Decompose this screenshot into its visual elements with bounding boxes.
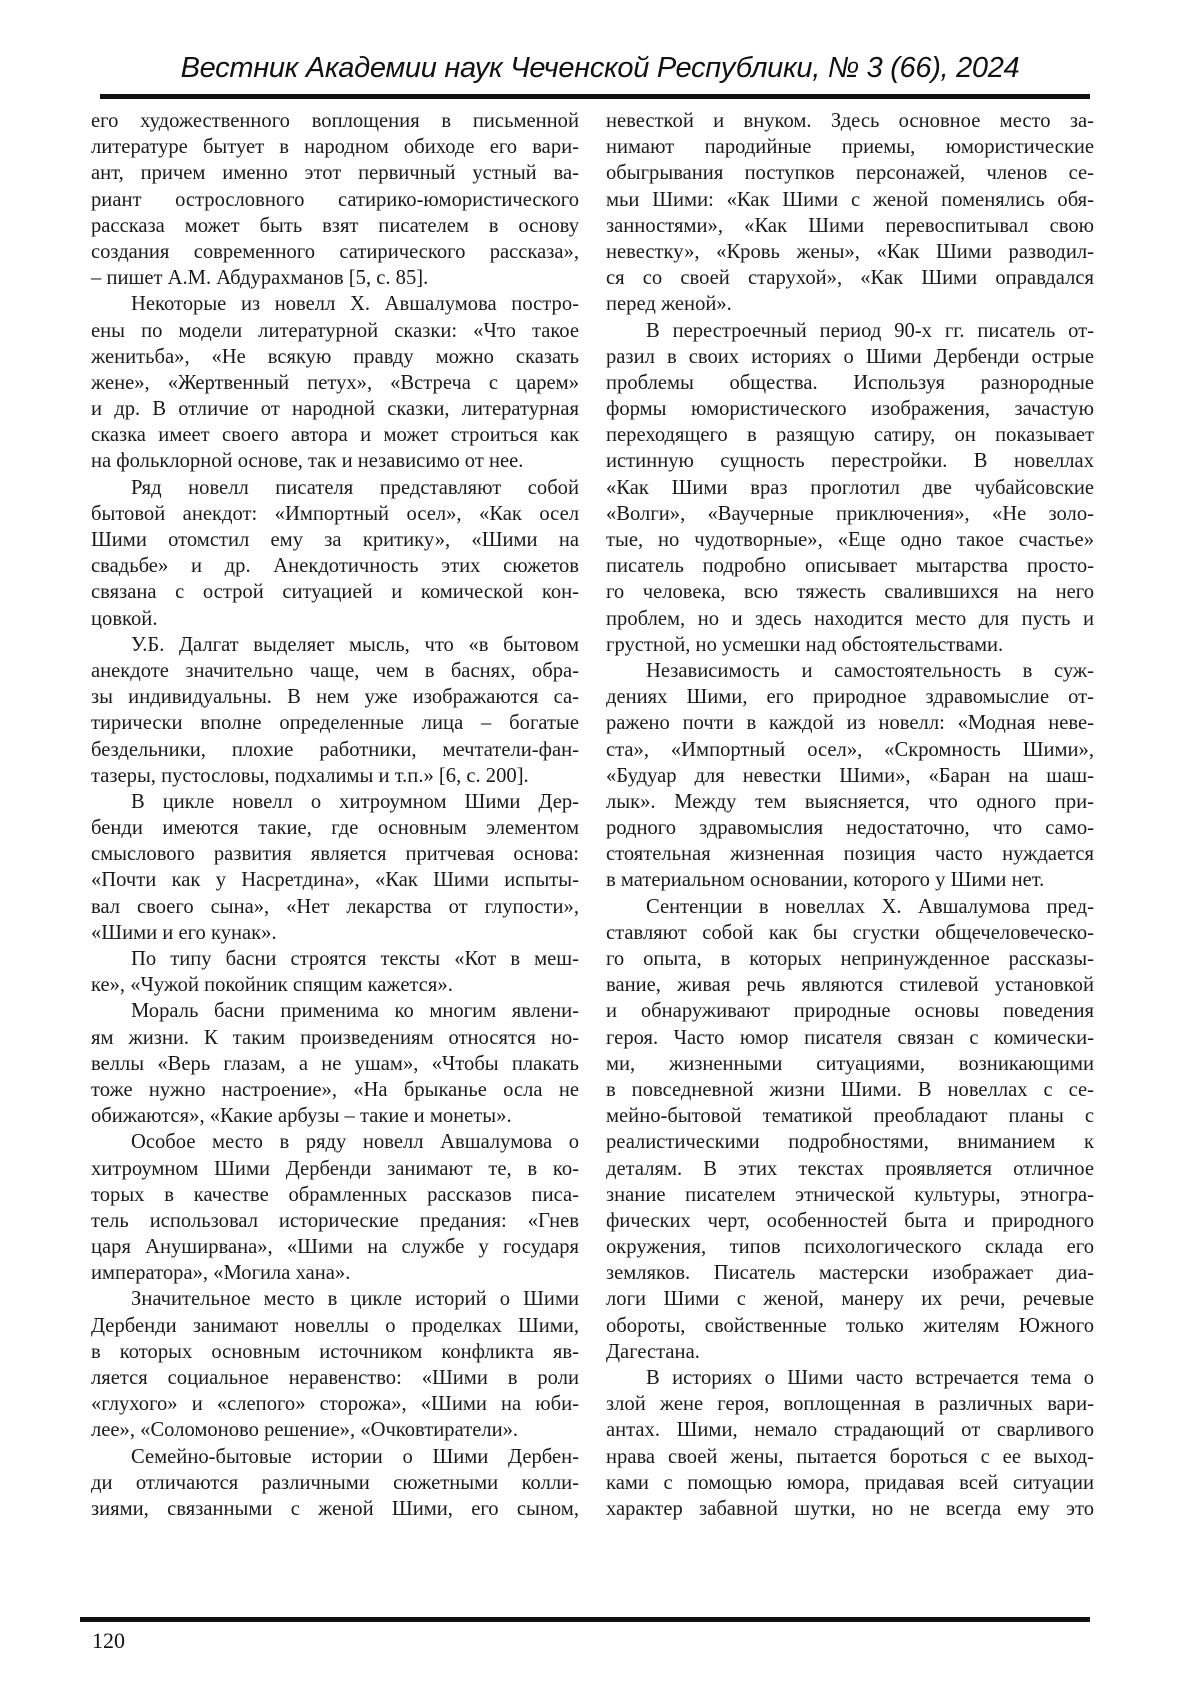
text-line: анекдоте значительно чаще, чем в баснях, обра- <box>91 659 579 682</box>
text-line: Дагестана. <box>606 1340 700 1363</box>
text-line: бенди имеются такие, где основным элементом <box>91 817 579 840</box>
paragraph-first-line: Значительное место в цикле историй о Шими <box>131 1288 579 1311</box>
text-line: тоже нужно настроение», «На брыканье осла не <box>91 1078 579 1101</box>
text-line: разил в своих историях о Шими Дербенди острые <box>606 345 1094 368</box>
text-line: Шими отомстил ему за критику», «Шими на <box>91 529 579 551</box>
text-line: хитроумном Шими Дербенди занимают те, в ко- <box>91 1157 579 1180</box>
text-line: проблемы общества. Используя разнородные <box>606 371 1094 394</box>
paragraph-first-line: Независимость и самостоятельность в суж- <box>646 659 1094 682</box>
footer-rule <box>80 1617 1090 1622</box>
text-line: цовкой. <box>91 607 158 630</box>
text-line: и др. В отличие от народной сказки, литературная <box>91 398 579 421</box>
text-line: «Будуар для невестки Шими», «Баран на шаш- <box>606 764 1094 787</box>
text-line: ант, причем именно этот первичный устный ва- <box>91 162 579 185</box>
paragraph-first-line: Некоторые из новелл Х. Авшалумова постро- <box>131 293 579 316</box>
text-line: мьи Шими: «Как Шими с женой поменялись обя- <box>606 188 1094 211</box>
text-line: ся со своей старухой», «Как Шими оправдался <box>606 267 1094 290</box>
text-line: деталям. В этих текстах проявляется отличное <box>606 1157 1094 1180</box>
text-line: реалистическими подробностями, вниманием к <box>606 1131 1094 1154</box>
text-line: дениях Шими, его природное здравомыслие от- <box>606 686 1094 709</box>
text-line: ляется социальное неравенство: «Шими в роли <box>91 1367 579 1389</box>
text-column-right <box>606 108 1094 1522</box>
text-line: в повседневной жизни Шими. В новеллах с се- <box>606 1078 1094 1101</box>
text-line: ста», «Импортный осел», «Скромность Шими», <box>606 738 1094 761</box>
text-line: го человека, всю тяжесть свалившихся на него <box>606 581 1094 604</box>
text-line: – пишет А.М. Абдурахманов [5, с. 85]. <box>91 267 429 290</box>
journal-running-header: Вестник Академии наук Чеченской Республики, № 3 (66), 2024 <box>180 52 1020 84</box>
text-line: занностями», «Как Шими перевоспитывал свою <box>606 214 1094 237</box>
text-line: логи Шими с женой, манеру их речи, речевые <box>606 1288 1094 1311</box>
text-line: лее», «Соломоново решение», «Очковтиратели». <box>91 1419 519 1442</box>
text-line: торых в качестве обрамленных рассказов писа- <box>91 1183 579 1206</box>
text-line: зы индивидуальны. В нем уже изображаются са- <box>91 686 579 709</box>
text-line: сказка имеет своего автора и может строиться как <box>91 424 579 447</box>
text-line: перед женой». <box>606 293 732 316</box>
text-line: тирически вполне определенные лица – богатые <box>91 712 579 735</box>
text-line: вал своего сына», «Нет лекарства от глупости», <box>91 895 579 918</box>
text-line: обижаются», «Какие арбузы – такие и монеты». <box>91 1105 512 1128</box>
text-line: его художественного воплощения в письменной <box>91 110 579 132</box>
header-rule <box>100 94 1090 99</box>
text-line: свадьбе» и др. Анекдотичность этих сюжетов <box>91 555 579 578</box>
text-line: связана с острой ситуацией и комической кон- <box>91 581 579 604</box>
text-line: ми, жизненными ситуациями, возникающими <box>606 1052 1094 1075</box>
text-line: го опыта, в которых непринужденное рассказы- <box>606 948 1094 970</box>
paragraph-first-line: В цикле новелл о хитроумном Шими Дер- <box>131 790 579 813</box>
text-line: «Почти как у Насретдина», «Как Шими испыты- <box>91 869 579 892</box>
text-line: вание, живая речь являются стилевой установкой <box>606 974 1094 997</box>
text-line: ражено почти в каждой из новелл: «Модная неве- <box>606 712 1094 735</box>
text-line: земляков. Писатель мастерски изображает диа- <box>606 1262 1094 1285</box>
text-line: ставляют собой как бы сгустки общечеловеческо- <box>606 921 1094 944</box>
text-line: грустной, но усмешки над обстоятельствами. <box>606 633 1004 656</box>
text-line: ке», «Чужой покойник спящим кажется». <box>91 974 453 997</box>
text-line: истинную сущность перестройки. В новеллах <box>606 450 1094 473</box>
paragraph-first-line: Мораль басни применима ко многим явлени- <box>131 1000 579 1023</box>
text-line: тые, но чудотворные», «Еще одно такое счастье» <box>606 529 1094 551</box>
text-line: стоятельная жизненная позиция часто нуждается <box>606 843 1094 866</box>
text-line: переходящего в разящую сатиру, он показывает <box>606 424 1094 447</box>
text-line: в которых основным источником конфликта яв- <box>91 1340 579 1363</box>
text-line: смыслового развития является притчевая основа: <box>91 843 579 866</box>
text-line: обыгрывания поступков персонажей, членов се- <box>606 162 1094 185</box>
paragraph-first-line: Сентенции в новеллах Х. Авшалумова пред- <box>646 895 1094 918</box>
text-column-left <box>91 108 579 1522</box>
text-line: бытовой анекдот: «Импортный осел», «Как осел <box>91 502 579 525</box>
text-line: ди отличаются различными сюжетными колли- <box>91 1471 579 1494</box>
text-line: зиями, связанными с женой Шими, его сыном, <box>91 1497 579 1520</box>
paragraph-first-line: По типу басни строятся тексты «Кот в меш- <box>131 948 579 970</box>
text-line: в материальном основании, которого у Шими нет. <box>606 869 1045 892</box>
text-line: риант острословного сатирико-юмористического <box>91 188 579 211</box>
text-line: проблем, но и здесь находится место для пусть и <box>606 607 1094 630</box>
text-line: царя Ануширвана», «Шими на службе у государя <box>91 1236 579 1259</box>
paragraph-first-line: Семейно-бытовые истории о Шими Дербен- <box>131 1445 579 1468</box>
text-line: «глухого» и «слепого» сторожа», «Шими на юби- <box>91 1393 579 1416</box>
text-line: родного здравомыслия недостаточно, что само- <box>606 817 1094 840</box>
text-line: обороты, свойственные только жителям Южного <box>606 1314 1094 1337</box>
paragraph-first-line: Ряд новелл писателя представляют собой <box>131 476 579 499</box>
text-line: женитьба», «Не всякую правду можно сказать <box>91 345 579 368</box>
text-line: «Волги», «Ваучерные приключения», «Не золо- <box>606 502 1094 525</box>
text-line: знание писателем этнической культуры, этногра- <box>606 1183 1094 1206</box>
text-line: героя. Часто юмор писателя связан с комически- <box>606 1026 1094 1049</box>
paragraph-first-line: В перестроечный период 90-х гг. писатель от- <box>646 319 1094 342</box>
text-line: фических черт, особенностей быта и природного <box>606 1209 1094 1232</box>
text-line: тель использовал исторические предания: «Гнев <box>91 1209 579 1232</box>
paragraph-first-line: У.Б. Далгат выделяет мысль, что «в бытовом <box>131 633 579 656</box>
text-line: злой жене героя, воплощенная в различных вари- <box>606 1393 1094 1416</box>
text-line: невесткой и внуком. Здесь основное место за- <box>606 110 1094 132</box>
paragraph-first-line: В историях о Шими часто встречается тема о <box>646 1367 1094 1389</box>
text-line: невестку», «Кровь жены», «Как Шими разводил- <box>606 240 1094 263</box>
text-line: Дербенди занимают новеллы о проделках Шими, <box>91 1314 579 1337</box>
text-line: создания современного сатирического рассказа», <box>91 240 579 263</box>
text-line: ям жизни. К таким произведениям относятся но- <box>91 1026 579 1049</box>
text-line: на фольклорной основе, так и независимо от нее. <box>91 450 524 473</box>
text-line: нимают пародийные приемы, юмористические <box>606 136 1094 159</box>
text-line: писатель подробно описывает мытарства просто- <box>606 555 1094 578</box>
text-line: мейно-бытовой тематикой преобладают планы с <box>606 1105 1094 1128</box>
text-line: тазеры, пустословы, подхалимы и т.п.» [6, с. 200]. <box>91 764 529 787</box>
text-line: лык». Между тем выясняется, что одного при- <box>606 790 1094 813</box>
text-line: формы юмористического изображения, зачастую <box>606 398 1094 421</box>
text-line: рассказа может быть взят писателем в основу <box>91 214 579 237</box>
text-line: бездельники, плохие работники, мечтатели-фан- <box>91 738 579 761</box>
text-line: окружения, типов психологического склада его <box>606 1236 1094 1259</box>
text-line: ками с помощью юмора, придавая всей ситуации <box>606 1471 1094 1494</box>
text-line: характер забавной шутки, но не всегда ему это <box>606 1497 1094 1520</box>
text-line: нрава своей жены, пытается бороться с ее выход- <box>606 1445 1094 1468</box>
text-line: императора», «Могила хана». <box>91 1262 351 1285</box>
text-line: антах. Шими, немало страдающий от сварливого <box>606 1419 1094 1442</box>
page-number: 120 <box>92 1628 125 1653</box>
text-line: ены по модели литературной сказки: «Что такое <box>91 319 579 342</box>
paragraph-first-line: Особое место в ряду новелл Авшалумова о <box>131 1131 579 1154</box>
text-line: веллы «Верь глазам, а не ушам», «Чтобы плакать <box>91 1052 579 1075</box>
text-line: «Как Шими враз проглотил две чубайсовские <box>606 476 1094 499</box>
text-line: «Шими и его кунак». <box>91 921 277 944</box>
text-line: литературе бытует в народном обиходе его вари- <box>91 136 579 159</box>
text-line: и обнаруживают природные основы поведения <box>606 1000 1094 1023</box>
text-line: жене», «Жертвенный петух», «Встреча с царем» <box>91 371 579 394</box>
